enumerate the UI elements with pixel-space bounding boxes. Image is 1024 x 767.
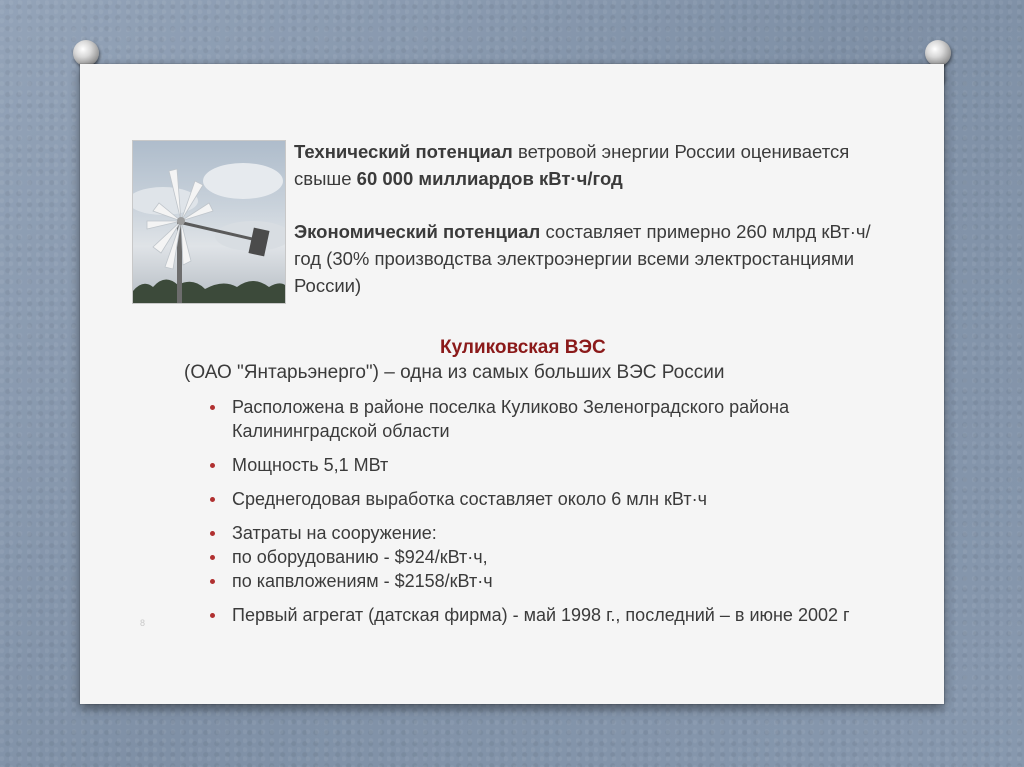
bullet-dot-icon: [210, 497, 215, 502]
list-item: [208, 395, 888, 443]
bullet-dot-icon: [210, 405, 215, 410]
station-facts-list: [208, 395, 888, 627]
technical-potential-value: 60 000 миллиардов кВт·ч/год: [356, 168, 623, 189]
technical-potential-text: ветровой энергии России оценивается свыше: [294, 141, 850, 189]
technical-potential-paragraph: [294, 138, 894, 192]
economic-potential-text: составляет примерно 260 млрд кВт·ч/год (30% производства электроэнергии всеми электростанциями России): [294, 221, 871, 296]
wind-turbine-illustration: [133, 141, 285, 303]
list-item: [208, 521, 888, 545]
station-title: Куликовская ВЭС: [440, 337, 606, 358]
list-item-text: Первый агрегат (датская фирма) - май 1998 г., последний – в июне 2002 г: [232, 605, 850, 625]
list-item: [208, 453, 888, 477]
wind-turbine-photo: [132, 140, 286, 304]
list-item: [208, 545, 888, 569]
station-subtitle: (ОАО "Янтарьэнерго") – одна из самых больших ВЭС России: [184, 362, 725, 383]
list-item: [208, 487, 888, 511]
list-item-text: Среднегодовая выработка составляет около 6 млн кВт·ч: [232, 489, 707, 509]
list-item-text: по оборудованию - $924/кВт·ч,: [232, 547, 488, 567]
economic-potential-paragraph: [294, 218, 894, 299]
bullet-dot-icon: [210, 555, 215, 560]
list-item: [208, 603, 888, 627]
list-item-text: Затраты на сооружение:: [232, 523, 437, 543]
list-item: [208, 569, 888, 593]
bullet-dot-icon: [210, 531, 215, 536]
list-item-text: Мощность 5,1 МВт: [232, 455, 389, 475]
page-number: 8: [140, 618, 146, 628]
economic-potential-label: Экономический потенциал: [294, 221, 541, 242]
technical-potential-label: Технический потенциал: [294, 141, 513, 162]
bullet-dot-icon: [210, 613, 215, 618]
bullet-dot-icon: [210, 463, 215, 468]
list-item-text: по капвложениям - $2158/кВт·ч: [232, 571, 493, 591]
list-item-text: Расположена в районе поселка Куликово Зеленоградского района Калининградской области: [232, 397, 790, 441]
bullet-dot-icon: [210, 579, 215, 584]
